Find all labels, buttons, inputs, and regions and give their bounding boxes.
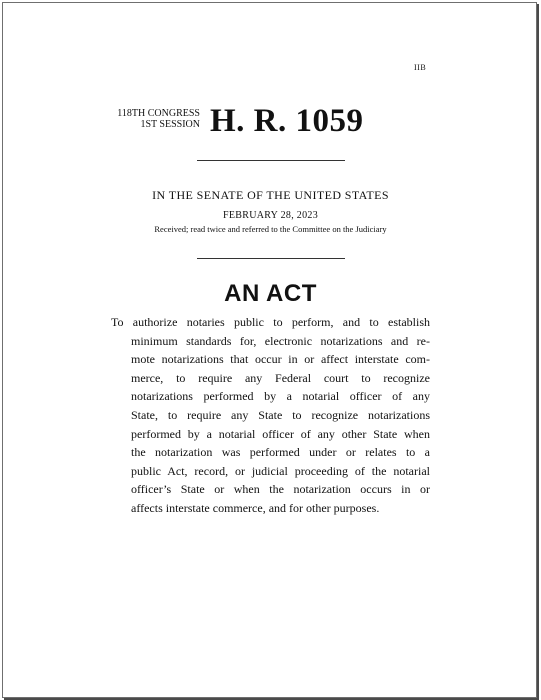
purpose-paragraph [111, 313, 430, 518]
purpose-line: notarizations performed by a notarial officer of any [131, 389, 430, 404]
congress-label: 118TH CONGRESS [117, 108, 200, 119]
purpose-line: public Act, record, or judicial proceeding of the notarial [131, 463, 430, 478]
document-code: IIB [414, 63, 427, 72]
purpose-line: performed by a notarial officer of any other State when [131, 426, 430, 441]
chamber-heading: IN THE SENATE OF THE UNITED STATES [152, 188, 389, 202]
bill-number: H. R. 1059 [210, 103, 364, 139]
purpose-line: officer’s State or when the notarization occurs in or [131, 482, 430, 497]
purpose-line: affects interstate commerce, and for other purposes. [131, 500, 380, 515]
divider-top [197, 160, 345, 161]
purpose-line: the notarization was performed under or relates to a [131, 445, 430, 460]
congress-session-block [112, 108, 200, 130]
purpose-line: State, to require any State to recognize notarizations [131, 407, 430, 422]
date-line: FEBRUARY 28, 2023 [222, 210, 319, 221]
act-heading: AN ACT [224, 280, 317, 307]
purpose-line: minimum standards for, electronic notarizations and re- [131, 333, 430, 348]
action-line: Received; read twice and referred to the Committee on the Judiciary [154, 224, 387, 234]
session-label: 1ST SESSION [140, 119, 200, 130]
divider-bottom [197, 258, 345, 259]
purpose-line: mote notarizations that occur in or affect interstate com- [131, 352, 430, 367]
purpose-line: To authorize notaries public to perform, and to establish [111, 315, 430, 329]
purpose-line: merce, to require any Federal court to recognize [131, 370, 430, 385]
